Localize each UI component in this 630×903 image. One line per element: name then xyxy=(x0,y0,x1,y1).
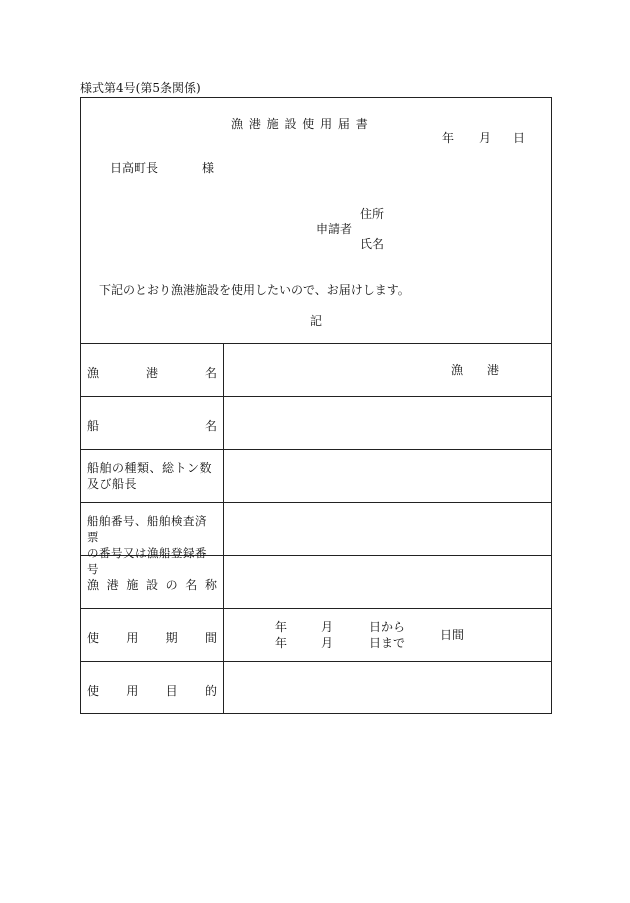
form-title: 漁 港 施 設 使 用 届 書 xyxy=(231,117,369,131)
addressee: 日高町長 xyxy=(110,161,159,175)
period-from-day: 日から xyxy=(369,620,406,634)
period-days: 日間 xyxy=(440,628,465,642)
period-from-month: 月 xyxy=(321,620,334,634)
date-month: 月 xyxy=(479,131,492,145)
period-to-year: 年 xyxy=(275,636,288,650)
purpose-value-field[interactable] xyxy=(224,662,552,714)
honorific: 様 xyxy=(202,161,215,175)
period-from-year: 年 xyxy=(275,620,288,634)
vessel-name-label: 船 名 xyxy=(87,419,217,433)
statement: 下記のとおり漁港施設を使用したいので、お届けします。 xyxy=(99,283,410,297)
port-name-label: 漁 港 名 xyxy=(87,366,217,380)
port-name-suffix: 漁 港 xyxy=(451,363,499,377)
period-to-month: 月 xyxy=(321,636,334,650)
port-name-value-field[interactable] xyxy=(224,344,552,396)
name-label: 氏名 xyxy=(360,237,385,251)
form-number: 様式第4号(第5条関係) xyxy=(80,81,201,95)
vessel-type-value-field[interactable] xyxy=(224,450,552,502)
form-frame xyxy=(80,97,552,714)
vessel-name-value-field[interactable] xyxy=(224,397,552,449)
vessel-number-label: 船舶番号、船舶検査済票 の番号又は漁船登録番号 xyxy=(87,514,207,576)
facility-name-value-field[interactable] xyxy=(224,556,552,608)
date-year: 年 xyxy=(442,131,455,145)
address-label: 住所 xyxy=(360,207,385,221)
ki-marker: 記 xyxy=(310,314,323,328)
period-to-day: 日まで xyxy=(369,636,406,650)
applicant-label: 申請者 xyxy=(316,222,353,236)
vessel-type-label: 船舶の種類、総トン数 及び船長 xyxy=(87,461,213,491)
vessel-number-value-field[interactable] xyxy=(224,503,552,555)
facility-name-label: 漁 港 施 設 の 名 称 xyxy=(87,578,217,592)
row-divider xyxy=(81,608,551,609)
date-day: 日 xyxy=(513,131,526,145)
period-label: 使 用 期 間 xyxy=(87,631,217,645)
purpose-label: 使 用 目 的 xyxy=(87,684,217,698)
